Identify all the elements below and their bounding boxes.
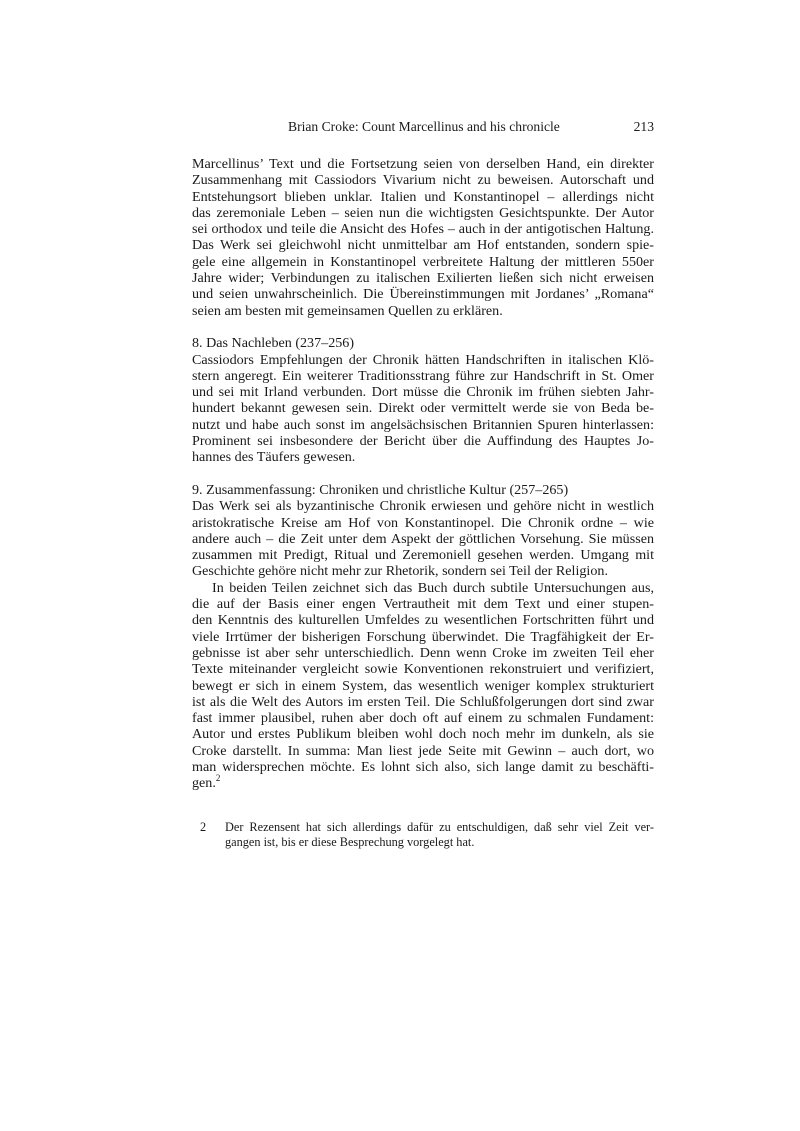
footnote-line: gangen ist, bis er diese Besprechung vorgelegt hat.: [225, 835, 475, 849]
text-line: Texte miteinander vergleicht sowie Konventionen rekonstruiert und verifiziert,: [192, 661, 654, 678]
section-heading: 8. Das Nachleben (237–256): [192, 335, 355, 352]
section-9: [192, 482, 654, 792]
text-line: bewegt er sich in einem System, das wesentlich weniger komplex strukturiert: [192, 677, 654, 694]
text-line: und seien unwahrscheinlich. Die Übereinstimmungen mit Jordanes’ „Romana“: [192, 286, 654, 303]
text-line: hannes des Täufers gewesen.: [192, 449, 356, 466]
text-line: In beiden Teilen zeichnet sich das Buch durch subtile Untersuchungen aus,: [212, 579, 654, 596]
running-title: Brian Croke: Count Marcellinus and his chronicle: [288, 119, 560, 134]
text-line: das zeremoniale Leben – seien nun die wichtigsten Gesichtspunkte. Der Autor: [192, 204, 654, 221]
text-line: gebnisse ist aber sehr unterschiedlich. Denn wenn Croke im zweiten Teil eher: [192, 644, 654, 661]
text-line: man widersprechen möchte. Es lohnt sich also, sich lange damit zu beschäfti-: [192, 758, 654, 775]
text-line: zusammen mit Predigt, Ritual und Zeremoniell gesehen werden. Umgang mit: [192, 547, 654, 564]
running-head: [192, 119, 654, 137]
paragraph-gap: [192, 466, 654, 482]
text-line: Prominent sei insbesondere der Bericht über die Auffindung des Hauptes Jo-: [192, 433, 654, 450]
text-line: nutzt und habe auch sonst im angelsächsischen Britannien Spuren hinterlassen:: [192, 416, 654, 433]
footnote-number: 2: [200, 820, 207, 834]
text-line: ist als die Welt des Autors im ersten Teil. Die Schlußfolgerungen dort sind zwar: [192, 693, 654, 710]
text-line: aristokratische Kreise am Hof von Konstantinopel. Die Chronik ordne – wie: [192, 514, 654, 531]
footnote: [192, 820, 654, 850]
paragraph-gap: [192, 319, 654, 335]
text-line: die auf der Basis einer engen Vertrautheit mit dem Text und einer stupen-: [192, 596, 654, 613]
body-text: [192, 156, 654, 792]
text-line: und sei mit Irland verbunden. Dort müsse die Chronik im frühen siebten Jahr-: [192, 384, 654, 401]
footnote-line: Der Rezensent hat sich allerdings dafür zu entschuldigen, daß sehr viel Zeit ver-: [225, 820, 654, 834]
page-number: 213: [633, 119, 654, 134]
paragraph-continuation: [192, 156, 654, 319]
section-heading: 9. Zusammenfassung: Chroniken und christliche Kultur (257–265): [192, 481, 569, 498]
text-line: Croke darstellt. In summa: Man liest jede Seite mit Gewinn – auch dort, wo: [192, 742, 654, 759]
text-line: Geschichte gehöre nicht mehr zur Rhetorik, sondern sei Teil der Religion.: [192, 563, 608, 580]
text-line: sei orthodox und teile die Ansicht des Hofes – auch in der antigotischen Haltung.: [192, 221, 654, 238]
text-line: Zusammenhang mit Cassiodors Vivarium nicht zu beweisen. Autorschaft und: [192, 172, 654, 189]
text-line: den Kenntnis des kulturellen Umfeldes zu wesentlichen Fortschritten führt und: [192, 612, 654, 629]
text-line: viele Irrtümer der bisherigen Forschung überwindet. Die Tragfähigkeit der Er-: [192, 628, 654, 645]
text-line: Das Werk sei als byzantinische Chronik erwiesen und gehöre nicht in westlich: [192, 498, 654, 515]
text-line: [192, 775, 654, 791]
text-line: Cassiodors Empfehlungen der Chronik hätten Handschriften in italischen Klö-: [192, 351, 654, 368]
text-line: Marcellinus’ Text und die Fortsetzung seien von derselben Hand, ein direkter: [192, 156, 654, 172]
section-8: [192, 335, 654, 465]
text-line: gele eine allgemein in Konstantinopel verbreitete Haltung der mittleren 550er: [192, 253, 654, 270]
text-line: Entstehungsort blieben unklar. Italien und Konstantinopel – allerdings nicht: [192, 188, 654, 205]
text-line: Jahre wider; Verbindungen zu italischen Exilierten ließen sich nicht erweisen: [192, 270, 654, 287]
text-line: hundert bekannt gewesen sein. Direkt oder vermittelt werde sie von Beda be-: [192, 400, 654, 417]
text-line: fast immer plausibel, ruhen aber doch oft auf einem zu schmalen Fundament:: [192, 710, 654, 727]
footnote-body: [225, 820, 654, 850]
text-line: Autor und erstes Publikum bleiben wohl doch noch mehr im dunkeln, als sie: [192, 726, 654, 743]
text-line: seien am besten mit gemeinsamen Quellen zu erklären.: [192, 302, 503, 319]
text-fragment: gen.: [192, 775, 216, 792]
text-line: Das Werk sei gleichwohl nicht unmittelbar am Hof entstanden, sondern spie-: [192, 237, 654, 254]
text-line: stern angeregt. Ein weiterer Traditionsstrang führe zur Handschrift in St. Omer: [192, 367, 654, 384]
text-line: andere auch – die Zeit unter dem Aspekt der göttlichen Vorsehung. Sie müssen: [192, 530, 654, 547]
footnote-marker[interactable]: 2: [215, 773, 221, 784]
